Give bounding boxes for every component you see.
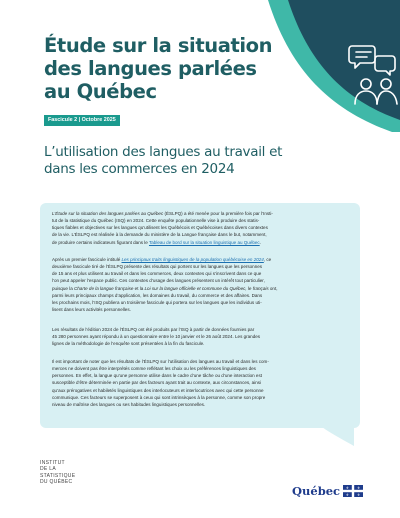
text-segment: . [259,239,261,245]
panel-tail-shape [318,424,354,446]
text-segment: ont, [268,285,278,291]
text-line [52,210,348,217]
charter-title-text: Charte de la langue française [74,285,134,291]
text-line: les prochains mois, l’ISQ publiera un troisième fascicule qui portera sur les langues que les individus uti- [52,299,262,305]
document-title [44,34,314,103]
quebec-logo-text: Québec [292,484,341,498]
intro-paragraph-2 [52,256,348,313]
institute-line: DU QUÉBEC [40,479,73,486]
institute-name [40,460,75,486]
text-line: Il est important de noter que les résultats de l’ÉSLPQ sur l’utilisation des langues au travail et dans les com- [52,359,269,364]
law-title-text: Loi sur la langue officielle et commune du Québec, le français [144,285,269,291]
text-line [52,285,348,292]
intro-paragraph-1 [52,210,348,246]
svg-text:⚜: ⚜ [345,486,350,490]
text-line: deuxième fascicule tiré de l’ÉSLPQ présente des résultats qui portent sur les langues que les personnes [52,264,263,270]
text-line: Les résultats de l’édition 2024 de l’ÉSLPQ ont été produits par l’ISQ à partir de données fournies par [52,327,255,332]
study-title-text: L’Étude sur la situation des langues parlées au Québec [52,211,164,216]
institute-line: DE LA [40,466,56,473]
title-line-1: Étude sur la situation [44,34,273,57]
dashboard-link[interactable]: Tableau de bord sur la situation linguistique au Québec [148,239,260,245]
text-line: susceptible d’être déterminée en partie par des facteurs ayant trait au contexte, aux circonstances, ainsi [52,380,262,386]
document-subtitle [44,144,334,178]
text-line [52,256,348,263]
first-fascicle-link[interactable]: Les principaux traits linguistiques de la population québécoise en 2024 [121,257,264,262]
intro-paragraph-3 [52,326,348,347]
text-line: niveau de maîtrise des langues ou ses habitudes linguistiques personnelles. [52,401,206,407]
institute-line: INSTITUT [40,460,65,466]
text-segment: puisque la [52,285,74,291]
text-segment: , ce [263,257,272,262]
text-line: de la vie. L’ÉSLPQ est réalisée à la demande du ministère de la Langue française dans le but, notamment, [52,232,267,238]
issue-badge: Fascicule 2 | Octobre 2025 [44,115,120,126]
text-line: qu’aux prérogatives et habiletés linguistiques des interlocuteurs et interlocutrices avec qui cette personne [52,387,264,393]
text-line: merces ne doivent pas être interprétés comme reflétant les choix ou les préférences linguistiques des [52,366,256,372]
text-line: personnes. En effet, la langue qu’une personne utilise dans le cadre d’une tâche ou d’une interaction est [52,373,262,379]
institute-line: STATISTIQUE [40,472,76,479]
text-line: parmi leurs principaux champs d’application, les domaines du travail, du commerce et des affaires. Dans [52,292,263,298]
text-line: de 15 ans et plus utilisent au travail et dans les commerces, deux contextes qui s’inscrivent dans ce que [52,271,262,277]
text-segment: Après un premier fascicule intitulé [52,257,122,262]
quebec-logo [292,484,363,498]
text-segment: (ÉSLPQ) a été menée pour la première fois par l’Insti- [163,211,273,216]
text-line: tiques fiables et objectives sur les langues qu’utilisent les Québécois et Québécoises dans divers contextes [52,225,268,231]
text-segment: de produire certains indicateurs figurant dans le [52,239,149,245]
text-segment: et la [133,285,145,291]
text-line: l’on peut appeler l’espace public. Ces contextes d’usage des langues présentent un intérêt tout particulier, [52,278,265,284]
text-line: 45 280 personnes ayant répondu à un questionnaire entre le 10 janvier et le 26 août 2024. Les grandes [52,334,261,340]
text-line [52,239,348,246]
svg-text:⚜: ⚜ [357,493,361,497]
text-line: lignes de la méthodologie de l’enquête sont présentées à la fin du fascicule. [52,341,205,347]
text-line: tut de la statistique du Québec (ISQ) en 2024. Cette enquête populationnelle vise à produire des statis- [52,218,260,224]
title-line-2: des langues parlées [44,57,257,80]
text-line: communique. Ces facteurs se superposent à ceux qui sont intrinsèques à la personne, comme son propre [52,394,266,400]
subtitle-line-1: L’utilisation des langues au travail et [44,144,283,160]
svg-text:⚜: ⚜ [345,493,350,497]
svg-text:⚜: ⚜ [357,486,361,490]
title-line-3: au Québec [44,80,157,103]
text-line: lisent dans leurs activités personnelles. [52,307,131,313]
subtitle-line-2: dans les commerces en 2024 [44,161,235,177]
quebec-flag-icon [343,485,363,497]
intro-paragraph-4 [52,358,348,408]
